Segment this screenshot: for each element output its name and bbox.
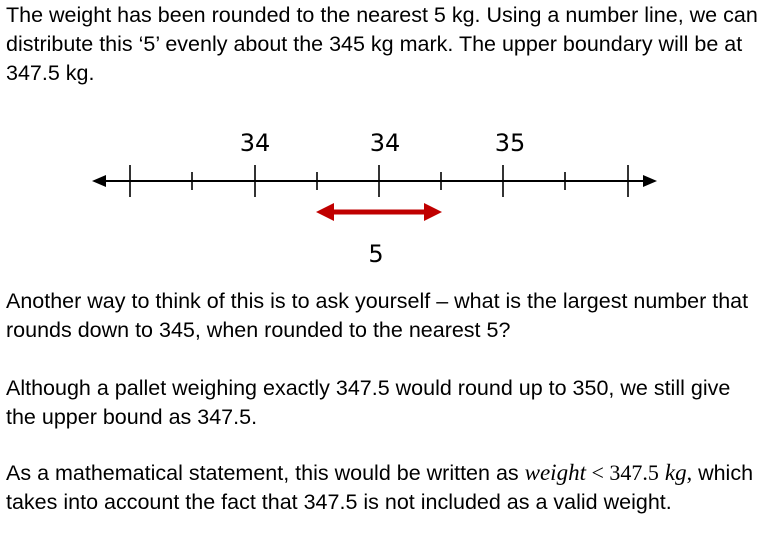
math-statement-tail-text: which takes into account the fact that 347.5 is not included as a valid weight.	[6, 461, 754, 514]
number-line-right-arrowhead	[643, 175, 657, 187]
math-unit: kg	[664, 460, 687, 485]
tick-label-middle: 34	[369, 129, 401, 157]
math-comma: ,	[686, 460, 693, 485]
math-variable-weight: weight	[524, 460, 586, 485]
math-statement-lead-text: As a mathematical statement, this would be written as	[6, 461, 525, 485]
number-line-left-arrowhead	[92, 175, 106, 187]
interval-arrow	[316, 203, 442, 221]
intro-paragraph: The weight has been rounded to the nearest 5 kg. Using a number line, we can distribute this ‘5’ evenly about the 345 kg mark. The upper boundary will be at 347.5 kg.	[6, 3, 758, 85]
interval-label: 5	[368, 240, 384, 268]
interval-arrow-right-head	[424, 203, 442, 221]
math-value: 347.5	[609, 460, 659, 485]
explanation-paragraph: Another way to think of this is to ask yourself – what is the largest number that rounds down to 345, when rounded to the nearest 5?	[6, 289, 749, 342]
tick-label-left: 34	[239, 129, 271, 157]
rounding-note-paragraph: Although a pallet weighing exactly 347.5 would round up to 350, we still give the upper bound as 347.5.	[6, 376, 731, 429]
interval-arrow-left-head	[316, 203, 334, 221]
math-statement-paragraph	[6, 458, 758, 517]
tick-label-right: 35	[494, 129, 526, 157]
math-less-than-symbol: <	[585, 460, 610, 485]
